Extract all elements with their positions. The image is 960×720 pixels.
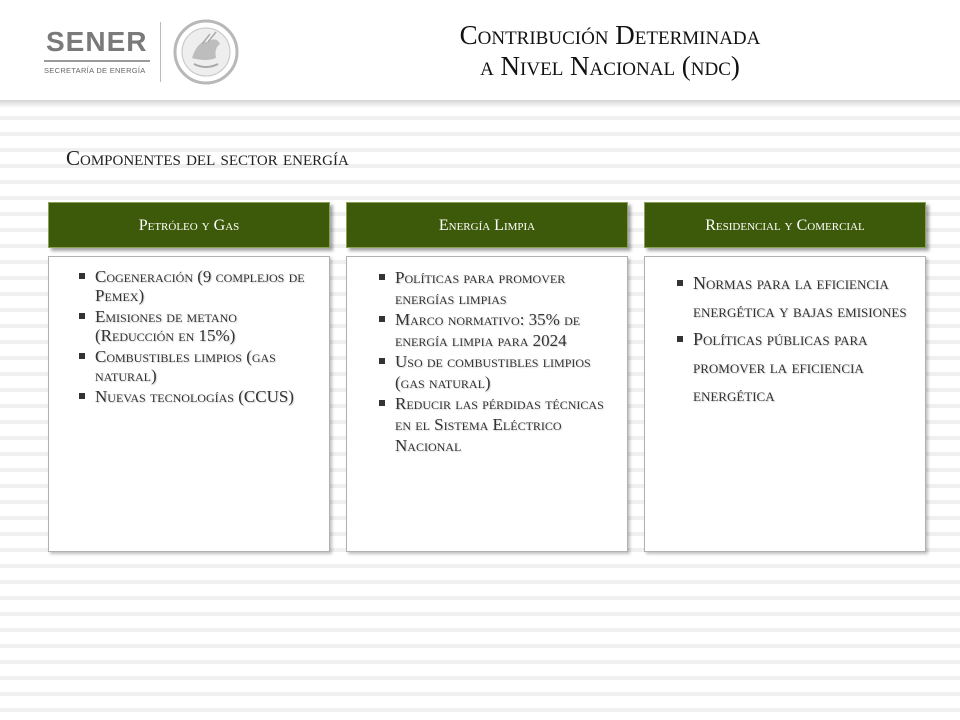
logo-subtitle: SECRETARÍA DE ENERGÍA: [44, 66, 146, 75]
header-divider: [0, 100, 960, 108]
list-item: Políticas públicas para promover la eficiencia energética: [665, 325, 915, 409]
mexican-coat-of-arms-icon: [172, 18, 240, 86]
column-box-petroleo: [48, 256, 330, 552]
section-subtitle: Componentes del sector energía: [66, 146, 349, 170]
sener-logo: [38, 26, 154, 86]
column-header-petroleo: Petróleo y Gas: [48, 202, 330, 248]
list-item: Combustibles limpios (gas natural): [67, 347, 315, 385]
bullet-list: [49, 257, 329, 406]
title-line-1: Contribución Determinada: [459, 20, 761, 50]
list-item: Reducir las pérdidas técnicas en el Sistema Eléctrico Nacional: [367, 393, 617, 456]
logo-divider: [160, 22, 161, 82]
title-line-2: a Nivel Nacional (ndc): [480, 51, 740, 81]
bullet-list: [347, 257, 627, 456]
list-item: Uso de combustibles limpios (gas natural): [367, 351, 617, 393]
logo-name: SENER: [46, 26, 148, 57]
column-box-residencial: [644, 256, 926, 552]
column-header-energia-limpia: Energía Limpia: [346, 202, 628, 248]
page-title: [340, 20, 880, 82]
list-item: Políticas para promover energías limpias: [367, 267, 617, 309]
list-item: Cogeneración (9 complejos de Pemex): [67, 267, 315, 305]
list-item: Nuevas tecnologías (CCUS): [67, 387, 315, 406]
column-header-residencial: Residencial y Comercial: [644, 202, 926, 248]
list-item: Marco normativo: 35% de energía limpia para 2024: [367, 309, 617, 351]
logo-underline: [44, 60, 150, 62]
list-item: Emisiones de metano (Reducción en 15%): [67, 307, 315, 345]
bullet-list: [645, 257, 925, 409]
list-item: Normas para la eficiencia energética y bajas emisiones: [665, 269, 915, 325]
column-box-energia-limpia: [346, 256, 628, 552]
